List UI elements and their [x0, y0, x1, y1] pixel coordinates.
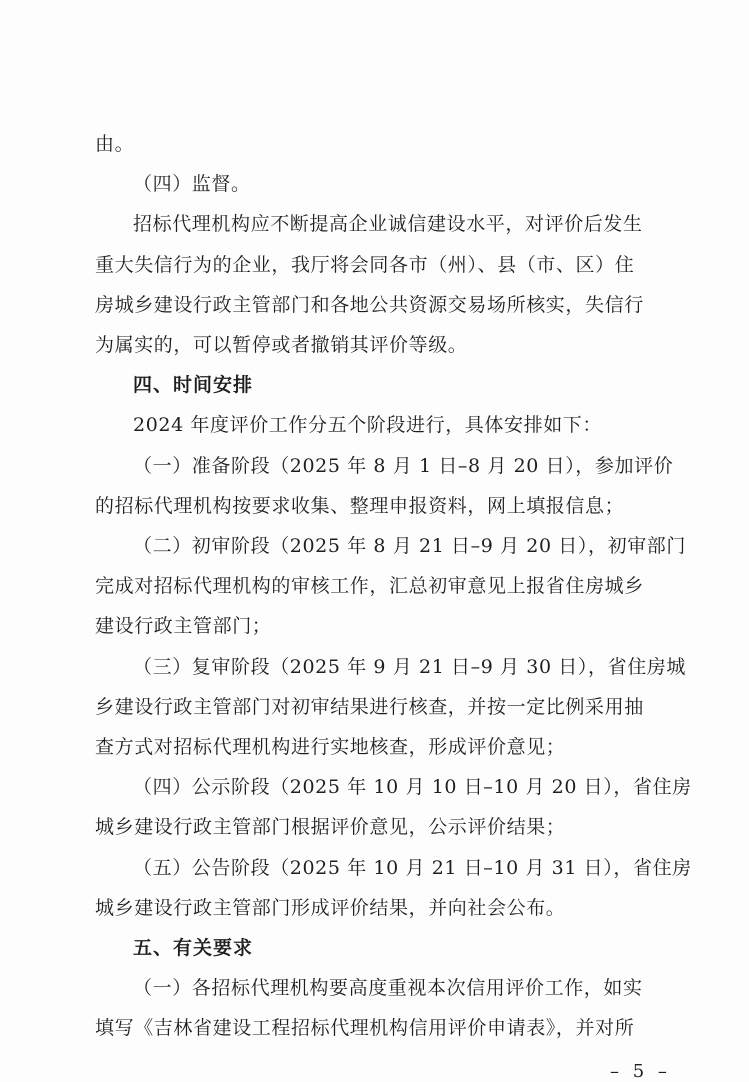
- body-line: 由。: [95, 133, 135, 155]
- body-line: （二）初审阶段（2025 年 8 月 21 日–9 月 20 日），初审部门: [133, 535, 687, 557]
- body-line: 建设行政主管部门；: [95, 615, 272, 638]
- subheading-supervision: （四）监督。: [133, 173, 251, 196]
- page-number: – 5 –: [610, 1060, 671, 1082]
- body-line: 城乡建设行政主管部门根据评价意见，公示评价结果；: [95, 816, 566, 839]
- body-line: 为属实的，可以暂停或者撤销其评价等级。: [95, 334, 468, 356]
- body-line: 重大失信行为的企业，我厅将会同各市（州）、县（市、区）住: [95, 253, 635, 276]
- body-line: （三）复审阶段（2025 年 9 月 21 日–9 月 30 日），省住房城: [133, 655, 687, 678]
- body-line: （一）准备阶段（2025 年 8 月 1 日–8 月 20 日），参加评价: [133, 454, 674, 477]
- body-line: 查方式对招标代理机构进行实地核查，形成评价意见；: [95, 736, 566, 758]
- body-line: （四）公示阶段（2025 年 10 月 10 日–10 月 20 日），省住房: [133, 776, 692, 799]
- body-line: 完成对招标代理机构的审核工作，汇总初审意见上报省住房城乡: [95, 575, 644, 598]
- body-line: 乡建设行政主管部门对初审结果进行核查，并按一定比例采用抽: [95, 695, 644, 718]
- section-heading-schedule: 四、时间安排: [133, 374, 254, 397]
- body-line: （一）各招标代理机构要高度重视本次信用评价工作，如实: [133, 977, 643, 1000]
- body-line: 房城乡建设行政主管部门和各地公共资源交易场所核实，失信行: [95, 293, 644, 316]
- section-heading-requirements: 五、有关要求: [133, 937, 254, 959]
- body-line: 的招标代理机构按要求收集、整理申报资料，网上填报信息；: [95, 494, 625, 517]
- body-line: 填写《吉林省建设工程招标代理机构信用评价申请表》，并对所: [95, 1017, 635, 1040]
- body-line: （五）公告阶段（2025 年 10 月 21 日–10 月 31 日），省住房: [133, 856, 692, 879]
- body-line: 招标代理机构应不断提高企业诚信建设水平，对评价后发生: [133, 213, 643, 236]
- body-line: 2024 年度评价工作分五个阶段进行，具体安排如下：: [133, 414, 602, 437]
- body-line: 城乡建设行政主管部门形成评价结果，并向社会公布。: [95, 896, 566, 919]
